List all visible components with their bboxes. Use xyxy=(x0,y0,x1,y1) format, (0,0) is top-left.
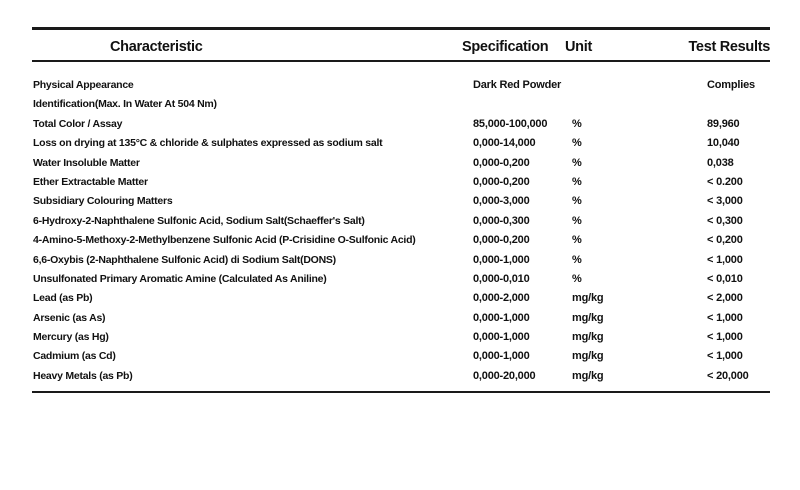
cell-characteristic: 6,6-Oxybis (2-Naphthalene Sulfonic Acid) di Sodium Salt(DONS) xyxy=(33,253,336,266)
cell-test-result: < 3,000 xyxy=(707,195,743,208)
cell-specification: 0,000-0,010 xyxy=(473,272,530,285)
cell-unit: % xyxy=(572,137,582,150)
cell-specification: 0,000-1,000 xyxy=(473,253,530,266)
table-row xyxy=(0,367,800,386)
cell-unit: mg/kg xyxy=(572,292,604,305)
cell-specification: 0,000-0,200 xyxy=(473,156,530,169)
cell-specification: 0,000-0,200 xyxy=(473,234,530,247)
cell-characteristic: 6-Hydroxy-2-Naphthalene Sulfonic Acid, Sodium Salt(Schaeffer's Salt) xyxy=(33,214,365,227)
cell-unit: % xyxy=(572,117,582,130)
cell-test-result: < 0.200 xyxy=(707,175,743,188)
cell-specification: 0,000-1,000 xyxy=(473,311,530,324)
cell-characteristic: Cadmium (as Cd) xyxy=(33,350,116,363)
cell-test-result: 10,040 xyxy=(707,137,740,150)
cell-test-result: < 0,200 xyxy=(707,234,743,247)
cell-characteristic: Ether Extractable Matter xyxy=(33,175,148,188)
table-row xyxy=(0,212,800,231)
cell-specification: 0,000-20,000 xyxy=(473,369,536,382)
column-header-characteristic: Characteristic xyxy=(110,39,203,55)
cell-characteristic: Loss on drying at 135°C & chloride & sulphates expressed as sodium salt xyxy=(33,137,383,150)
cell-unit: % xyxy=(572,234,582,247)
cell-characteristic: Lead (as Pb) xyxy=(33,292,93,305)
table-row xyxy=(0,328,800,347)
cell-unit: mg/kg xyxy=(572,369,604,382)
cell-test-result: 89,960 xyxy=(707,117,740,130)
cell-specification: 0,000-14,000 xyxy=(473,137,536,150)
cell-unit: % xyxy=(572,214,582,227)
table-rows xyxy=(0,76,800,386)
table-row xyxy=(0,289,800,308)
cell-test-result: Complies xyxy=(707,79,755,91)
table-top-rule xyxy=(32,27,770,30)
cell-specification: 0,000-1,000 xyxy=(473,350,530,363)
table-row xyxy=(0,154,800,173)
cell-test-result: < 0,010 xyxy=(707,272,743,285)
cell-characteristic: Mercury (as Hg) xyxy=(33,331,109,344)
cell-test-result: < 2,000 xyxy=(707,292,743,305)
table-row xyxy=(0,95,800,114)
table-row xyxy=(0,76,800,95)
cell-characteristic: Water Insoluble Matter xyxy=(33,156,140,169)
cell-unit: mg/kg xyxy=(572,331,604,344)
column-header-specification: Specification xyxy=(462,39,549,55)
table-row xyxy=(0,115,800,134)
table-row xyxy=(0,347,800,366)
cell-unit: % xyxy=(572,156,582,169)
table-row xyxy=(0,270,800,289)
cell-unit: % xyxy=(572,195,582,208)
cell-unit: % xyxy=(572,175,582,188)
cell-specification: 0,000-0,300 xyxy=(473,214,530,227)
table-row xyxy=(0,251,800,270)
cell-test-result: < 1,000 xyxy=(707,350,743,363)
cell-characteristic: 4-Amino-5-Methoxy-2-Methylbenzene Sulfonic Acid (P-Crisidine O-Sulfonic Acid) xyxy=(33,234,416,247)
cell-characteristic: Unsulfonated Primary Aromatic Amine (Calculated As Aniline) xyxy=(33,272,327,285)
cell-characteristic: Physical Appearance xyxy=(33,79,134,91)
cell-specification: 0,000-3,000 xyxy=(473,195,530,208)
column-header-test-results: Test Results xyxy=(688,39,770,55)
cell-test-result: < 0,300 xyxy=(707,214,743,227)
cell-characteristic: Heavy Metals (as Pb) xyxy=(33,369,133,382)
cell-specification: 85,000-100,000 xyxy=(473,117,548,130)
cell-unit: mg/kg xyxy=(572,311,604,324)
table-row xyxy=(0,173,800,192)
cell-characteristic: Total Color / Assay xyxy=(33,117,123,130)
cell-test-result: < 1,000 xyxy=(707,331,743,344)
table-row xyxy=(0,231,800,250)
column-header-unit: Unit xyxy=(565,39,592,55)
cell-test-result: < 20,000 xyxy=(707,369,749,382)
table-row xyxy=(0,134,800,153)
cell-test-result: 0,038 xyxy=(707,156,734,169)
cell-test-result: < 1,000 xyxy=(707,311,743,324)
cell-specification: 0,000-0,200 xyxy=(473,175,530,188)
cell-unit: % xyxy=(572,253,582,266)
header-underline-rule xyxy=(32,60,770,62)
table-bottom-rule xyxy=(32,391,770,393)
cell-characteristic: Subsidiary Colouring Matters xyxy=(33,195,173,208)
cell-specification: 0,000-2,000 xyxy=(473,292,530,305)
table-row xyxy=(0,309,800,328)
cell-specification: 0,000-1,000 xyxy=(473,331,530,344)
table-row xyxy=(0,192,800,211)
cell-characteristic: Arsenic (as As) xyxy=(33,311,106,324)
cell-specification: Dark Red Powder xyxy=(473,79,562,91)
cell-characteristic: Identification(Max. In Water At 504 Nm) xyxy=(33,98,217,111)
cell-test-result: < 1,000 xyxy=(707,253,743,266)
cell-unit: mg/kg xyxy=(572,350,604,363)
cell-unit: % xyxy=(572,272,582,285)
